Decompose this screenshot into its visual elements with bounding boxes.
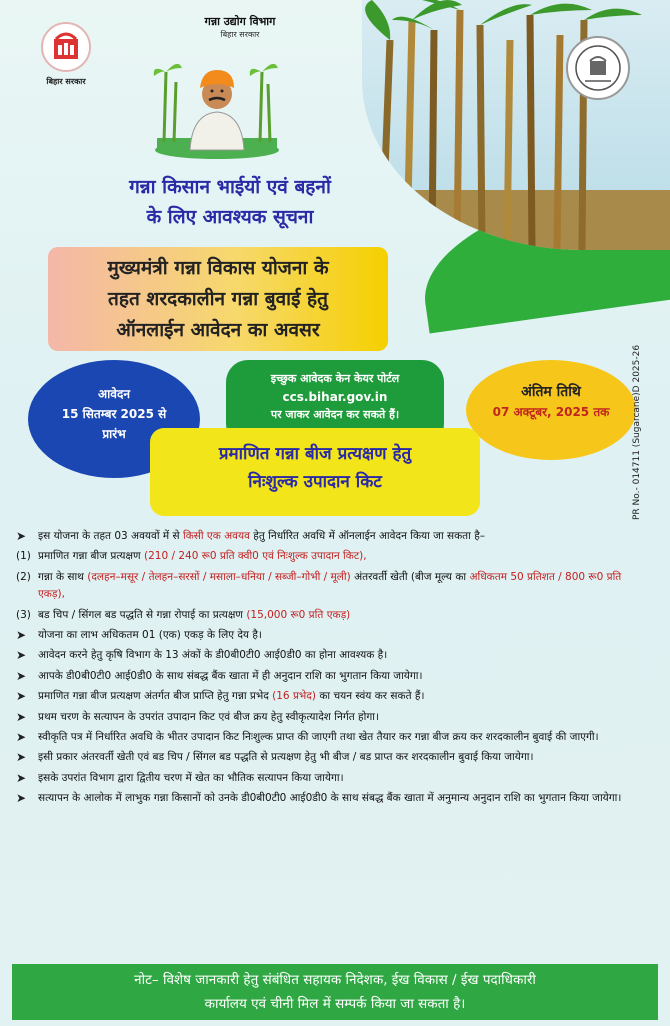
list-item [16,790,650,807]
deadline-badge [466,360,636,460]
list-item-numbered [16,569,650,604]
department-header [180,14,300,40]
deadline-label: अंतिम तिथि [521,384,581,400]
scheme-line-2: तहत शरदकालीन गन्ना बुवाई हेतु [108,288,328,310]
list-text: बड चिप / सिंगल बड पद्धति से गन्ना रोपाई का प्रत्यक्षण [38,608,247,621]
kit-line-1: प्रमाणित गन्ना बीज प्रत्यक्षण हेतु [218,444,412,464]
arrow-bullet-icon: ➤ [16,628,27,643]
arrow-bullet-icon: ➤ [16,668,27,683]
list-item [16,668,650,685]
notice-line-1: गन्ना किसान भाईयों एवं बहनों [129,176,331,198]
scheme-banner [48,247,388,351]
list-text: का चयन स्वंय कर सकते हैं। [315,690,425,703]
list-highlight: (15,000 रू0 प्रति एकड़) [246,608,351,621]
list-item-numbered [16,548,650,565]
start-badge-line-2: 15 सितम्बर 2025 से [61,407,167,421]
farmer-illustration [152,42,282,160]
list-text: गन्ना के साथ [38,570,88,583]
notice-line-2: के लिए आवश्यक सूचना [146,206,314,228]
item-number: (3) [16,608,31,621]
portal-url-link[interactable]: ccs.bihar.gov.in [282,390,388,404]
list-text: अंतरवर्ती खेती (बीज मूल्य का [350,570,470,583]
list-text: इसी प्रकार अंतरवर्ती खेती एवं बड चिप / सिंगल बड पद्धति से प्रत्यक्षण हेतु भी बीज / बड प्राप्त कर शरदकालीन बुवाई किया जायेगा। [38,751,534,764]
list-item [16,528,650,545]
bihar-emblem-icon [41,22,91,72]
start-badge-line-1: आवेदन [98,387,130,401]
arrow-bullet-icon: ➤ [16,689,27,704]
deadline-date: 07 अक्टूबर, 2025 तक [492,405,610,419]
scheme-details-list [16,528,650,811]
list-highlight: किसी एक अवयव [182,530,250,542]
note-footer [12,964,658,1020]
scheme-line-3: ऑनलाईन आवेदन का अवसर [116,319,320,341]
note-line-1: नोट– विशेष जानकारी हेतु संबंधित सहायक निदेशक, ईख विकास / ईख पदाधिकारी [134,972,536,988]
list-text: प्रमाणित गन्ना बीज प्रत्यक्षण [38,550,144,563]
arrow-bullet-icon: ➤ [16,791,27,806]
item-number: (2) [16,570,31,583]
list-highlight: (210 / 240 रू0 प्रति क्वी0 एवं निःशुल्क उपादान किट), [143,550,367,563]
scheme-line-1: मुख्यमंत्री गन्ना विकास योजना के [107,257,329,279]
state-caption: बिहार सरकार [46,77,86,86]
list-text: हेतु निर्धारित अवधि में ऑनलाईन आवेदन किया जा सकता है– [249,530,486,542]
list-item [16,688,650,705]
arrow-bullet-icon: ➤ [16,648,27,663]
list-item [16,729,650,746]
sugarcane-dept-logo-icon [566,36,630,100]
list-highlight: (16 प्रभेद) [272,690,316,703]
portal-line-1: इच्छुक आवेदक केन केयर पोर्टल [270,372,400,385]
item-number: (1) [16,550,31,563]
notice-heading [80,172,380,232]
list-text: प्रमाणित गन्ना बीज प्रत्यक्षण अंतर्गत बीज प्राप्ति हेतु गन्ना प्रभेद [38,690,273,703]
list-text: आवेदन करने हेतु कृषि विभाग के 13 अंकों के डी0बी0टी0 आई0डी0 का होना आवश्यक है। [38,649,388,662]
portal-line-3: पर जाकर आवेदन कर सकते हैं। [270,408,400,421]
pr-number: PR No.- 014711 (Sugarcane)D 2025-26 [632,344,642,520]
list-text: इस योजना के तहत 03 अवयवों में से [38,530,183,542]
arrow-bullet-icon: ➤ [16,709,27,724]
arrow-bullet-icon: ➤ [16,730,27,745]
list-item [16,749,650,766]
list-text: योजना का लाभ अधिकतम 01 (एक) एकड़ के लिए देय है। [38,629,262,642]
list-item-numbered [16,607,650,624]
list-item [16,647,650,664]
arrow-bullet-icon: ➤ [16,750,27,765]
list-item [16,627,650,644]
arrow-bullet-icon: ➤ [16,529,27,543]
list-text: आपके डी0बी0टी0 आई0डी0 के साथ संबद्ध बैंक खाता में ही अनुदान राशि का भुगतान किया जायेगा। [38,669,423,682]
note-line-2: कार्यालय एवं चीनी मिल में सम्पर्क किया जा सकता है। [204,996,466,1012]
kit-banner [150,428,480,516]
list-item [16,709,650,726]
list-text: सत्यापन के आलोक में लाभुक गन्ना किसानों को उनके डी0बी0टी0 आई0डी0 के साथ संबद्ध बैंक खाता में अनुमान्य अनुदान राशि का भुगतान किया जायेगा। [38,792,622,805]
arrow-bullet-icon: ➤ [16,770,27,785]
start-badge-line-3: प्रारंभ [102,427,126,441]
department-subtitle: बिहार सरकार [220,30,260,39]
department-title: गन्ना उद्योग विभाग [204,15,276,28]
emblem-left [30,22,102,87]
list-item [16,770,650,787]
sugarcane-photo [362,0,670,250]
kit-line-2: निःशुल्क उपादान किट [248,472,382,492]
list-text: प्रथम चरण के सत्यापन के उपरांत उपादान किट एवं बीज क्रय हेतु स्वीकृत्यादेश निर्गत होगा। [38,710,379,723]
list-text: इसके उपरांत विभाग द्वारा द्वितीय चरण में खेत का भौतिक सत्यापन किया जायेगा। [38,771,344,784]
list-highlight: (दलहन–मसूर / तेलहन–सरसों / मसाला–धनिया / सब्जी–गोभी / मूली) [87,570,351,583]
list-highlight: अधिकतम 50 प्रतिशत / 800 रू0 प्रति एकड़), [38,570,622,601]
list-text: स्वीकृति पत्र में निर्धारित अवधि के भीतर उपादान किट निःशुल्क प्राप्त की जाएगी तथा खेत तैयार कर गन्ना बीज क्रय कर शरदकालीन बुवाई की जाएगी। [38,731,599,744]
